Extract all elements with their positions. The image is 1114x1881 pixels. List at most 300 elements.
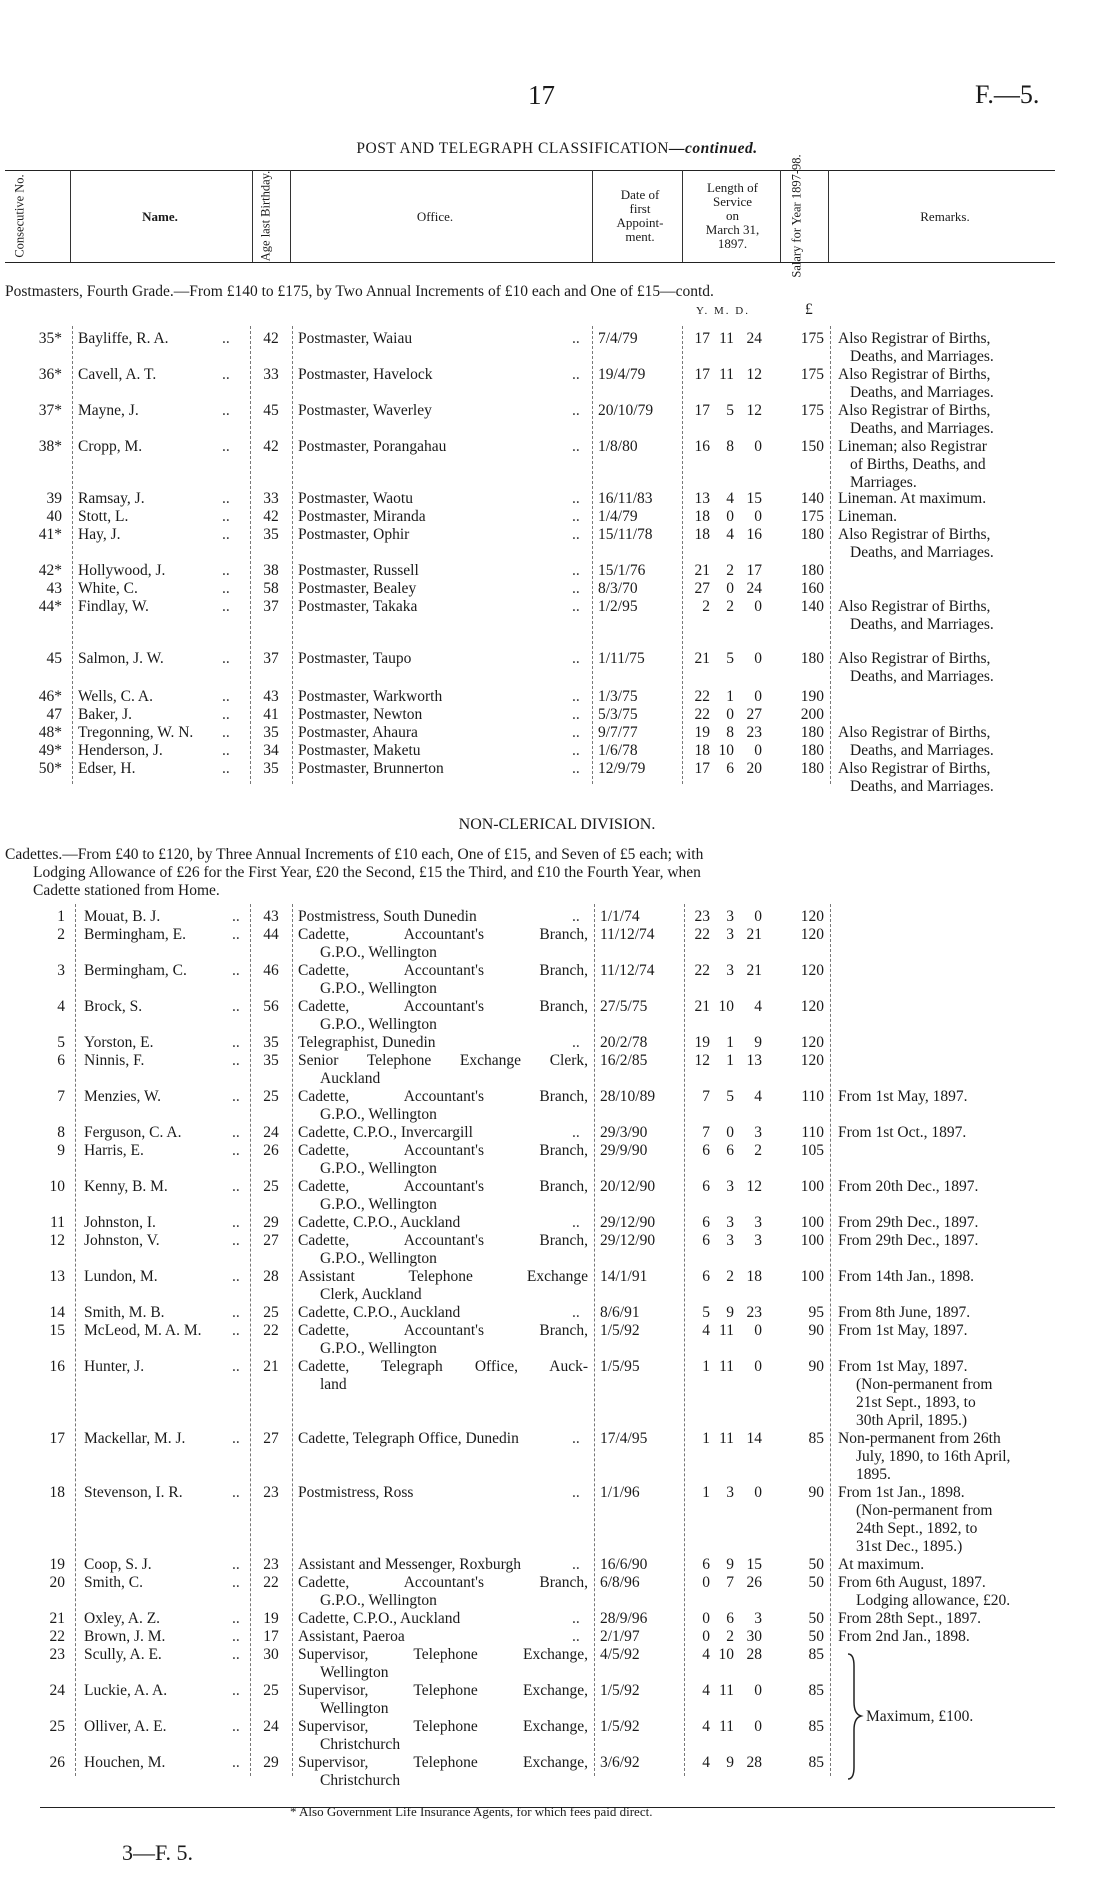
- cadette-row-number: 21: [49, 1610, 65, 1627]
- cadette-row-office: Cadette, Telegraph Office, Auck-: [298, 1358, 588, 1375]
- cadette-row-office: G.P.O., Wellington: [320, 1106, 437, 1123]
- postmaster-row-days: 23: [746, 724, 762, 741]
- table-column-rule: [682, 326, 683, 784]
- cadette-row-years: 4: [702, 1754, 710, 1771]
- cadette-row-name: Menzies, W.: [84, 1088, 162, 1105]
- postmaster-row-name: Findlay, W.: [78, 598, 149, 615]
- postmaster-row-remarks: Deaths, and Marriages.: [850, 742, 994, 759]
- cadette-row-office: G.P.O., Wellington: [320, 944, 437, 961]
- cadette-row-dots: ..: [232, 1682, 240, 1699]
- postmaster-row-name: Cropp, M.: [78, 438, 143, 455]
- postmaster-row-years: 17: [694, 402, 710, 419]
- page-number: 17: [528, 80, 555, 110]
- bottom-reference: 3—F. 5.: [122, 1840, 193, 1865]
- cadette-row-years: 22: [694, 962, 710, 979]
- cadette-row-months: 11: [719, 1430, 734, 1447]
- cadette-row-date: 6/8/96: [600, 1574, 640, 1591]
- postmaster-row-number: 48*: [38, 724, 62, 741]
- cadette-row-remarks: From 1st Oct., 1897.: [838, 1124, 967, 1141]
- postmaster-row-dots: ..: [222, 330, 230, 347]
- postmaster-row-age: 58: [263, 580, 279, 597]
- header-column-rule: [828, 170, 829, 262]
- cadette-row-salary: 100: [800, 1232, 824, 1249]
- postmaster-row-office: Postmaster, Waotu: [298, 490, 413, 507]
- cadette-row-office-dots: ..: [572, 1124, 580, 1141]
- postmaster-row-office-dots: ..: [572, 526, 580, 543]
- cadette-row-remarks: From 2nd Jan., 1898.: [838, 1628, 970, 1645]
- table-column-rule: [72, 326, 73, 784]
- postmaster-row-days: 16: [746, 526, 762, 543]
- cadette-row-dots: ..: [232, 926, 240, 943]
- header-salary: Salary for Year 1897-98.: [789, 154, 804, 278]
- postmaster-row-name: Stott, L.: [78, 508, 129, 525]
- cadette-row-office: Cadette, C.P.O., Invercargill: [298, 1124, 473, 1141]
- postmaster-row-dots: ..: [222, 402, 230, 419]
- postmaster-row-date: 8/3/70: [598, 580, 638, 597]
- header-date-line3: Appoint-: [616, 215, 664, 230]
- postmaster-row-remarks: Deaths, and Marriages.: [850, 668, 994, 685]
- cadette-row-date: 20/2/78: [600, 1034, 648, 1051]
- cadette-row-salary: 120: [800, 926, 824, 943]
- postmaster-row-salary: 180: [800, 526, 824, 543]
- cadette-row-dots: ..: [232, 1088, 240, 1105]
- cadette-row-months: 11: [719, 1682, 734, 1699]
- cadette-row-salary: 50: [808, 1556, 824, 1573]
- cadette-row-days: 14: [746, 1430, 762, 1447]
- postmaster-row-date: 1/2/95: [598, 598, 638, 615]
- postmaster-row-months: 11: [719, 366, 734, 383]
- units-ymd: Y. M. D.: [696, 305, 751, 317]
- cadette-row-days: 28: [746, 1646, 762, 1663]
- cadette-row-name: Harris, E.: [84, 1142, 144, 1159]
- cadette-row-office: G.P.O., Wellington: [320, 1340, 437, 1357]
- postmaster-row-years: 17: [694, 330, 710, 347]
- cadette-row-dots: ..: [232, 1556, 240, 1573]
- cadette-row-number: 6: [57, 1052, 65, 1069]
- cadette-row-number: 10: [49, 1178, 65, 1195]
- postmaster-row-dots: ..: [222, 742, 230, 759]
- cadette-row-age: 19: [263, 1610, 279, 1627]
- cadette-row-years: 6: [702, 1214, 710, 1231]
- cadette-row-months: 11: [719, 1322, 734, 1339]
- cadette-row-name: Luckie, A. A.: [84, 1682, 168, 1699]
- cadette-row-months: 2: [726, 1628, 734, 1645]
- header-column-rule: [780, 170, 781, 262]
- cadette-row-remarks: 1895.: [856, 1466, 891, 1483]
- postmaster-row-office: Postmaster, Russell: [298, 562, 419, 579]
- cadette-row-months: 3: [726, 1232, 734, 1249]
- cadette-row-date: 29/3/90: [600, 1124, 648, 1141]
- postmaster-row-age: 45: [263, 402, 279, 419]
- cadette-row-name: Ninnis, F.: [84, 1052, 145, 1069]
- section-cadettes: [5, 846, 1105, 900]
- cadette-row-number: 26: [49, 1754, 65, 1771]
- postmaster-row-days: 0: [754, 742, 762, 759]
- cadette-row-date: 29/9/90: [600, 1142, 648, 1159]
- postmaster-row-name: Salmon, J. W.: [78, 650, 164, 667]
- cadette-row-date: 20/12/90: [600, 1178, 656, 1195]
- postmaster-row-date: 15/11/78: [598, 526, 653, 543]
- cadette-row-age: 29: [263, 1754, 279, 1771]
- cadette-row-date: 29/12/90: [600, 1214, 656, 1231]
- cadette-row-remarks: From 1st May, 1897.: [838, 1358, 968, 1375]
- postmaster-row-number: 35*: [38, 330, 62, 347]
- postmaster-row-years: 18: [694, 742, 710, 759]
- cadette-row-remarks: From 1st Jan., 1898.: [838, 1484, 965, 1501]
- cadette-row-months: 3: [726, 1484, 734, 1501]
- cadette-row-remarks: Lodging allowance, £20.: [856, 1592, 1011, 1609]
- cadette-row-days: 3: [754, 1610, 762, 1627]
- postmaster-row-remarks: Deaths, and Marriages.: [850, 420, 994, 437]
- postmaster-row-salary: 190: [800, 688, 824, 705]
- cadette-row-number: 5: [57, 1034, 65, 1051]
- postmaster-row-remarks: Also Registrar of Births,: [838, 650, 991, 667]
- postmaster-row-age: 33: [263, 366, 279, 383]
- cadette-row-office: G.P.O., Wellington: [320, 1196, 437, 1213]
- cadette-row-years: 6: [702, 1268, 710, 1285]
- postmaster-row-office-dots: ..: [572, 366, 580, 383]
- table-column-rule: [250, 326, 251, 784]
- cadette-row-age: 56: [263, 998, 279, 1015]
- header-name: Name.: [142, 209, 178, 224]
- postmaster-row-number: 42*: [38, 562, 62, 579]
- postmaster-row-days: 0: [754, 598, 762, 615]
- postmaster-row-name: Hollywood, J.: [78, 562, 166, 579]
- cadette-row-days: 0: [754, 1322, 762, 1339]
- cadette-row-name: Brown, J. M.: [84, 1628, 166, 1645]
- postmaster-row-date: 16/11/83: [598, 490, 653, 507]
- cadette-row-name: Brock, S.: [84, 998, 143, 1015]
- postmaster-row-office-dots: ..: [572, 580, 580, 597]
- cadette-row-years: 19: [694, 1034, 710, 1051]
- cadette-row-dots: ..: [232, 1430, 240, 1447]
- cadette-row-office-dots: ..: [572, 1034, 580, 1051]
- postmaster-row-date: 19/4/79: [598, 366, 646, 383]
- cadette-row-days: 0: [754, 1358, 762, 1375]
- cadette-row-office: Cadette, C.P.O., Auckland: [298, 1610, 461, 1627]
- document-reference: F.—5.: [975, 80, 1040, 109]
- cadette-row-dots: ..: [232, 1178, 240, 1195]
- cadette-row-name: Bermingham, C.: [84, 962, 187, 979]
- postmaster-row-office: Postmaster, Waiau: [298, 330, 413, 347]
- header-bottom-rule: [5, 262, 1055, 263]
- postmaster-row-office-dots: ..: [572, 742, 580, 759]
- postmaster-row-office-dots: ..: [572, 650, 580, 667]
- postmaster-row-dots: ..: [222, 490, 230, 507]
- cadette-row-dots: ..: [232, 1034, 240, 1051]
- postmaster-row-number: 38*: [38, 438, 62, 455]
- cadette-row-salary: 120: [800, 1034, 824, 1051]
- cadette-row-office: Wellington: [320, 1664, 389, 1681]
- cadette-row-office: Wellington: [320, 1700, 389, 1717]
- cadette-row-name: McLeod, M. A. M.: [84, 1322, 202, 1339]
- cadette-row-name: Houchen, M.: [84, 1754, 166, 1771]
- cadette-row-date: 3/6/92: [600, 1754, 640, 1771]
- cadette-row-years: 1: [702, 1430, 710, 1447]
- cadette-row-office: G.P.O., Wellington: [320, 1250, 437, 1267]
- cadette-row-months: 5: [726, 1088, 734, 1105]
- cadette-row-age: 25: [263, 1178, 279, 1195]
- cadette-row-number: 18: [49, 1484, 65, 1501]
- postmaster-row-remarks: Also Registrar of Births,: [838, 366, 991, 383]
- cadette-row-name: Johnston, V.: [84, 1232, 160, 1249]
- title-continued: —continued.: [669, 140, 758, 157]
- cadette-row-dots: ..: [232, 1484, 240, 1501]
- cadette-row-number: 16: [49, 1358, 65, 1375]
- postmaster-row-dots: ..: [222, 366, 230, 383]
- cadette-row-years: 4: [702, 1322, 710, 1339]
- cadette-row-name: Mouat, B. J.: [84, 908, 161, 925]
- postmaster-row-remarks: Also Registrar of Births,: [838, 760, 991, 777]
- cadette-row-months: 11: [719, 1358, 734, 1375]
- postmaster-row-number: 36*: [38, 366, 62, 383]
- postmaster-row-years: 17: [694, 760, 710, 777]
- cadette-row-office: Cadette, C.P.O., Auckland: [298, 1304, 461, 1321]
- postmaster-row-office: Postmaster, Havelock: [298, 366, 433, 383]
- cadette-row-office-dots: ..: [572, 1610, 580, 1627]
- cadette-row-date: 28/9/96: [600, 1610, 648, 1627]
- cadette-row-number: 19: [49, 1556, 65, 1573]
- cadette-row-years: 5: [702, 1304, 710, 1321]
- postmaster-row-office-dots: ..: [572, 760, 580, 777]
- postmaster-row-remarks: Also Registrar of Births,: [838, 402, 991, 419]
- postmaster-row-years: 16: [694, 438, 710, 455]
- postmaster-row-remarks: Deaths, and Marriages.: [850, 544, 994, 561]
- cadette-row-remarks: From 29th Dec., 1897.: [838, 1214, 979, 1231]
- postmaster-row-salary: 160: [800, 580, 824, 597]
- postmaster-row-age: 38: [263, 562, 279, 579]
- postmaster-row-months: 4: [726, 526, 734, 543]
- postmaster-row-number: 50*: [38, 760, 62, 777]
- cadette-row-years: 4: [702, 1718, 710, 1735]
- cadette-row-number: 2: [57, 926, 65, 943]
- cadette-row-days: 9: [754, 1034, 762, 1051]
- postmaster-row-age: 42: [263, 330, 279, 347]
- table-column-rule: [292, 326, 293, 784]
- header-date-line4: ment.: [625, 229, 655, 244]
- postmaster-row-salary: 150: [800, 438, 824, 455]
- title-main: POST AND TELEGRAPH CLASSIFICATION: [356, 140, 669, 157]
- cadette-row-months: 3: [726, 926, 734, 943]
- postmaster-row-age: 35: [263, 760, 279, 777]
- postmaster-row-number: 45: [46, 650, 62, 667]
- cadette-row-dots: ..: [232, 1124, 240, 1141]
- header-column-rule: [682, 170, 683, 262]
- cadette-row-salary: 50: [808, 1574, 824, 1591]
- header-consecutive: Consecutive No.: [12, 174, 27, 258]
- cadette-row-days: 0: [754, 1718, 762, 1735]
- cadette-row-office: Telegraphist, Dunedin: [298, 1034, 436, 1051]
- cadette-row-years: 6: [702, 1142, 710, 1159]
- cadette-row-days: 30: [746, 1628, 762, 1645]
- cadette-row-age: 25: [263, 1088, 279, 1105]
- postmaster-row-office: Postmaster, Maketu: [298, 742, 421, 759]
- postmaster-row-number: 41*: [38, 526, 62, 543]
- postmaster-row-age: 34: [263, 742, 279, 759]
- postmaster-row-age: 42: [263, 508, 279, 525]
- cadette-row-years: 6: [702, 1178, 710, 1195]
- cadette-row-dots: ..: [232, 1628, 240, 1645]
- cadette-row-remarks: From 29th Dec., 1897.: [838, 1232, 979, 1249]
- cadette-row-name: Bermingham, E.: [84, 926, 187, 943]
- cadette-row-years: 4: [702, 1646, 710, 1663]
- cadette-row-age: 35: [263, 1034, 279, 1051]
- cadette-row-office: Assistant, Paeroa: [298, 1628, 405, 1645]
- cadette-row-number: 15: [49, 1322, 65, 1339]
- cadette-row-office-dots: ..: [572, 1484, 580, 1501]
- cadette-row-office: Christchurch: [320, 1772, 401, 1789]
- cadette-row-dots: ..: [232, 1052, 240, 1069]
- postmaster-row-days: 20: [746, 760, 762, 777]
- postmaster-row-remarks: Also Registrar of Births,: [838, 724, 991, 741]
- cadette-row-salary: 90: [808, 1322, 824, 1339]
- cadette-row-date: 1/5/92: [600, 1322, 640, 1339]
- cadette-row-office-dots: ..: [572, 1556, 580, 1573]
- cadette-row-office: Assistant and Messenger, Roxburgh: [298, 1556, 521, 1573]
- cadette-row-name: Kenny, B. M.: [84, 1178, 168, 1195]
- postmaster-row-dots: ..: [222, 562, 230, 579]
- header-length-line3: on: [726, 208, 739, 223]
- postmaster-row-age: 35: [263, 526, 279, 543]
- cadette-row-date: 11/12/74: [600, 926, 655, 943]
- cadette-row-months: 10: [718, 1646, 734, 1663]
- cadette-row-office: Cadette, Accountant's Branch,: [298, 998, 588, 1015]
- postmaster-row-days: 17: [746, 562, 762, 579]
- postmaster-row-office-dots: ..: [572, 706, 580, 723]
- header-column-rule: [290, 170, 291, 262]
- cadette-row-remarks: Non-permanent from 26th: [838, 1430, 1001, 1447]
- cadette-row-salary: 85: [808, 1754, 824, 1771]
- cadette-row-dots: ..: [232, 1574, 240, 1591]
- cadette-row-salary: 90: [808, 1484, 824, 1501]
- header-remarks: Remarks.: [920, 209, 970, 224]
- postmaster-row-office-dots: ..: [572, 490, 580, 507]
- cadette-row-years: 6: [702, 1232, 710, 1249]
- cadette-row-name: Stevenson, I. R.: [84, 1484, 183, 1501]
- postmaster-row-years: 18: [694, 508, 710, 525]
- footnote: * Also Government Life Insurance Agents, for which fees paid direct.: [290, 1804, 653, 1819]
- cadette-row-dots: ..: [232, 962, 240, 979]
- postmaster-row-salary: 140: [800, 598, 824, 615]
- cadette-row-date: 16/2/85: [600, 1052, 648, 1069]
- cadette-row-date: 17/4/95: [600, 1430, 648, 1447]
- postmaster-row-office: Postmaster, Ahaura: [298, 724, 418, 741]
- postmaster-row-dots: ..: [222, 706, 230, 723]
- postmaster-row-dots: ..: [222, 598, 230, 615]
- postmaster-row-name: Mayne, J.: [78, 402, 139, 419]
- cadette-row-years: 1: [702, 1358, 710, 1375]
- postmaster-row-office-dots: ..: [572, 330, 580, 347]
- header-length: [685, 181, 780, 251]
- cadette-row-age: 28: [263, 1268, 279, 1285]
- postmaster-row-name: Cavell, A. T.: [78, 366, 157, 383]
- cadette-row-office: Cadette, Accountant's Branch,: [298, 1142, 588, 1159]
- cadette-row-years: 22: [694, 926, 710, 943]
- cadette-row-office-dots: ..: [572, 1430, 580, 1447]
- cadette-row-dots: ..: [232, 998, 240, 1015]
- postmaster-row-remarks: Lineman. At maximum.: [838, 490, 987, 507]
- postmaster-row-years: 17: [694, 366, 710, 383]
- cadette-row-name: Coop, S. J.: [84, 1556, 152, 1573]
- postmaster-row-months: 11: [719, 330, 734, 347]
- postmaster-row-salary: 140: [800, 490, 824, 507]
- cadette-row-office: Cadette, Accountant's Branch,: [298, 962, 588, 979]
- cadette-row-months: 3: [726, 908, 734, 925]
- postmaster-row-office-dots: ..: [572, 688, 580, 705]
- postmaster-row-remarks: Lineman; also Registrar: [838, 438, 987, 455]
- postmaster-row-number: 44*: [38, 598, 62, 615]
- cadette-row-age: 43: [263, 908, 279, 925]
- postmaster-row-dots: ..: [222, 650, 230, 667]
- cadette-row-office: Cadette, Accountant's Branch,: [298, 1178, 588, 1195]
- postmaster-row-remarks: Marriages.: [850, 474, 917, 491]
- cadette-row-age: 27: [263, 1430, 279, 1447]
- cadette-row-date: 16/6/90: [600, 1556, 648, 1573]
- division-title: NON-CLERICAL DIVISION.: [458, 816, 656, 833]
- cadette-row-salary: 85: [808, 1430, 824, 1447]
- cadette-row-date: 1/5/92: [600, 1682, 640, 1699]
- postmaster-row-dots: ..: [222, 526, 230, 543]
- header-column-rule: [70, 170, 71, 262]
- cadette-row-remarks: 31st Dec., 1895.): [856, 1538, 963, 1555]
- postmaster-row-salary: 180: [800, 724, 824, 741]
- cadette-row-dots: ..: [232, 1214, 240, 1231]
- cadette-row-name: Oxley, A. Z.: [84, 1610, 161, 1627]
- postmaster-row-salary: 200: [800, 706, 824, 723]
- cadette-row-remarks: From 1st May, 1897.: [838, 1322, 968, 1339]
- postmaster-row-office-dots: ..: [572, 562, 580, 579]
- cadette-row-years: 7: [702, 1088, 710, 1105]
- postmaster-row-office: Postmaster, Bealey: [298, 580, 417, 597]
- postmaster-row-years: 27: [694, 580, 710, 597]
- cadette-row-number: 1: [57, 908, 65, 925]
- cadette-row-dots: ..: [232, 1304, 240, 1321]
- postmaster-row-office-dots: ..: [572, 598, 580, 615]
- postmaster-row-months: 5: [726, 402, 734, 419]
- cadette-row-office: Cadette, Accountant's Branch,: [298, 926, 588, 943]
- cadette-row-office: Cadette, C.P.O., Auckland: [298, 1214, 461, 1231]
- cadette-row-office: Supervisor, Telephone Exchange,: [298, 1682, 588, 1699]
- postmaster-row-years: 21: [694, 562, 710, 579]
- section-cadettes-line1: Cadettes.—From £40 to £120, by Three Annual Increments of £10 each, One of £15, and Seven of £5 each; with: [5, 846, 704, 863]
- cadette-row-remarks: July, 1890, to 16th April,: [856, 1448, 1011, 1465]
- cadette-row-age: 17: [263, 1628, 279, 1645]
- postmaster-row-office: Postmaster, Warkworth: [298, 688, 443, 705]
- postmaster-row-office-dots: ..: [572, 438, 580, 455]
- cadette-row-office: Auckland: [320, 1070, 381, 1087]
- cadette-row-office: Christchurch: [320, 1736, 401, 1753]
- postmaster-row-number: 47: [46, 706, 62, 723]
- cadette-row-name: Lundon, M.: [84, 1268, 158, 1285]
- brace-note: Maximum, £100.: [866, 1708, 974, 1725]
- cadette-row-remarks: At maximum.: [838, 1556, 925, 1573]
- postmaster-row-days: 12: [746, 366, 762, 383]
- cadette-row-office: Postmistress, Ross: [298, 1484, 414, 1501]
- postmaster-row-days: 27: [746, 706, 762, 723]
- cadette-row-name: Johnston, I.: [84, 1214, 156, 1231]
- cadette-row-remarks: From 6th August, 1897.: [838, 1574, 986, 1591]
- cadette-row-age: 46: [263, 962, 279, 979]
- cadette-row-age: 21: [263, 1358, 279, 1375]
- cadette-row-days: 4: [754, 998, 762, 1015]
- postmaster-row-date: 1/4/79: [598, 508, 638, 525]
- header-date-line2: first: [629, 201, 651, 216]
- cadette-row-age: 23: [263, 1484, 279, 1501]
- postmaster-row-remarks: of Births, Deaths, and: [850, 456, 986, 473]
- cadette-row-age: 25: [263, 1682, 279, 1699]
- cadette-row-office-dots: ..: [572, 908, 580, 925]
- cadette-row-days: 0: [754, 1484, 762, 1501]
